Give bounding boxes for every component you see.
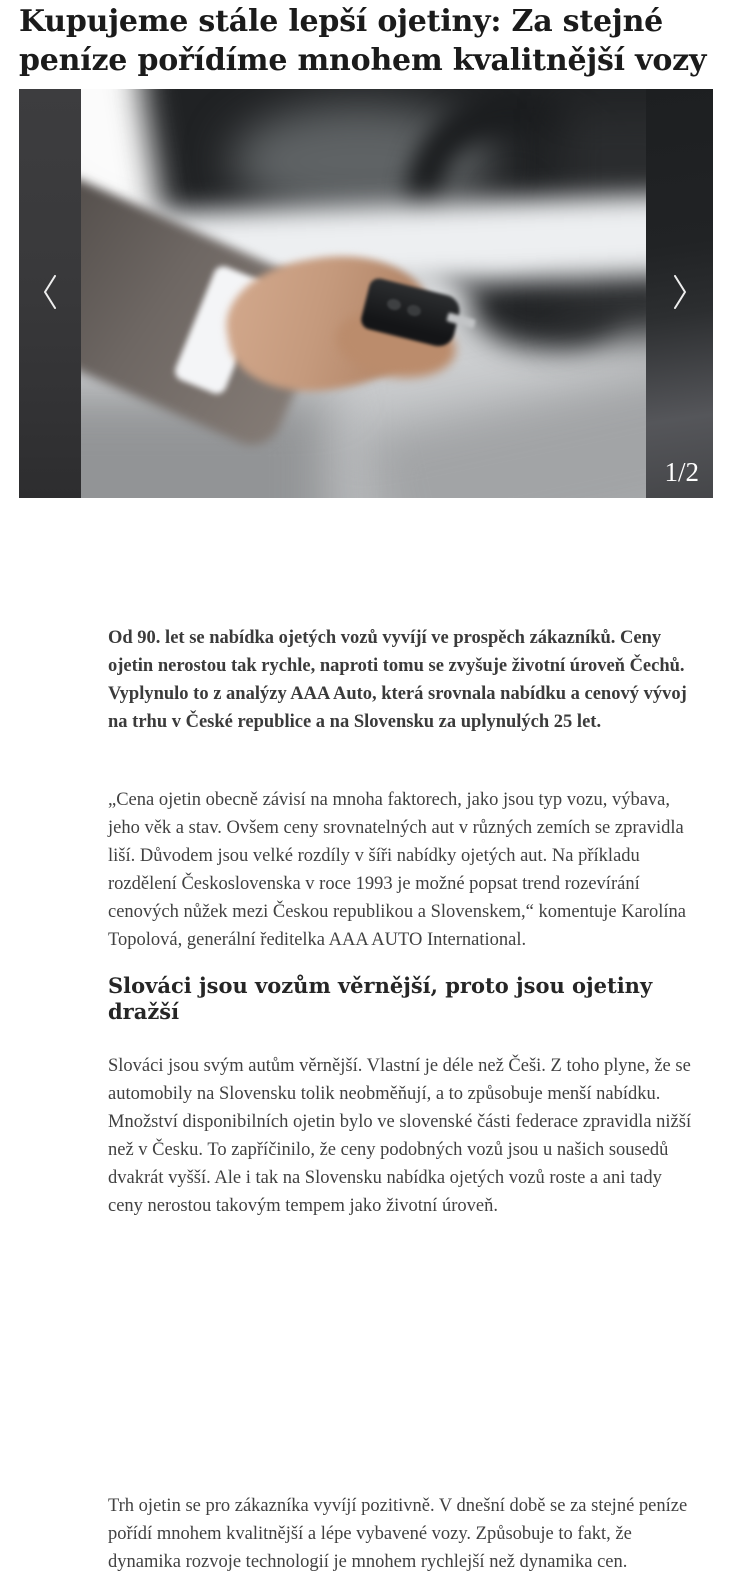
image-carousel (19, 89, 713, 498)
article-title: Kupujeme stále lepší ojetiny: Za stejné peníze pořídíme mnohem kvalitnější vozy (19, 4, 707, 78)
quote-paragraph: „Cena ojetin obecně závisí na mnoha faktorech, jako jsou typ vozu, výbava, jeho věk a stav. Ovšem ceny srovnatelných aut v různých zemích se zpravidla liší. Důvodem jsou velké rozdíly v šíři nabídky ojetých aut. Na příkladu rozdělení Československa v roce 1993 je možné popsat trend rozevírání cenových nůžek mezi Českou republikou a Slovenskem,“ komentuje Karolína Topolová, generální ředitelka AAA AUTO International. (108, 790, 686, 950)
chevron-right-icon (669, 272, 691, 315)
outro-paragraph: Trh ojetin se pro zákazníka vyvíjí pozitivně. V dnešní době se za stejné peníze pořídí mnohem kvalitnější a lépe vybavené vozy. Způsobuje to fakt, že dynamika rozvoje technologií je mnohem rychlejší než dynamika cen. (108, 1496, 688, 1572)
body-paragraph: Slováci jsou svým autům věrnější. Vlastní je déle než Češi. Z toho plyne, že se automobily na Slovensku tolik neobměňují, a to způsobuje menší nabídku. Množství disponibilních ojetin bylo ve slovenské části federace zpravidla nižší než v Česku. To zapříčinilo, že ceny podobných vozů jsou u našich sousedů dvakrát vyšší. Ale i tak na Slovensku nabídka ojetých vozů roste a ani tady ceny nerostou takovým tempem jako životní úroveň. (108, 1056, 692, 1216)
carousel-prev-button[interactable] (19, 89, 81, 498)
carousel-next-button[interactable] (646, 89, 713, 498)
carousel-page-counter: 1/2 (664, 457, 699, 487)
chevron-left-icon (39, 272, 61, 315)
carousel-photo-car-key-hand[interactable] (81, 89, 646, 498)
article-body (108, 624, 698, 1576)
section-subheading: Slováci jsou vozům věrnější, proto jsou ojetiny dražší (108, 973, 653, 1024)
lead-paragraph: Od 90. let se nabídka ojetých vozů vyvíjí ve prospěch zákazníků. Ceny ojetin nerostou tak rychle, naproti tomu se zvyšuje životní úroveň Čechů. Vyplynulo to z analýzy AAA Auto, která srovnala nabídku a cenový vývoj na trhu v České republice a na Slovensku za uplynulých 25 let. (108, 628, 687, 732)
